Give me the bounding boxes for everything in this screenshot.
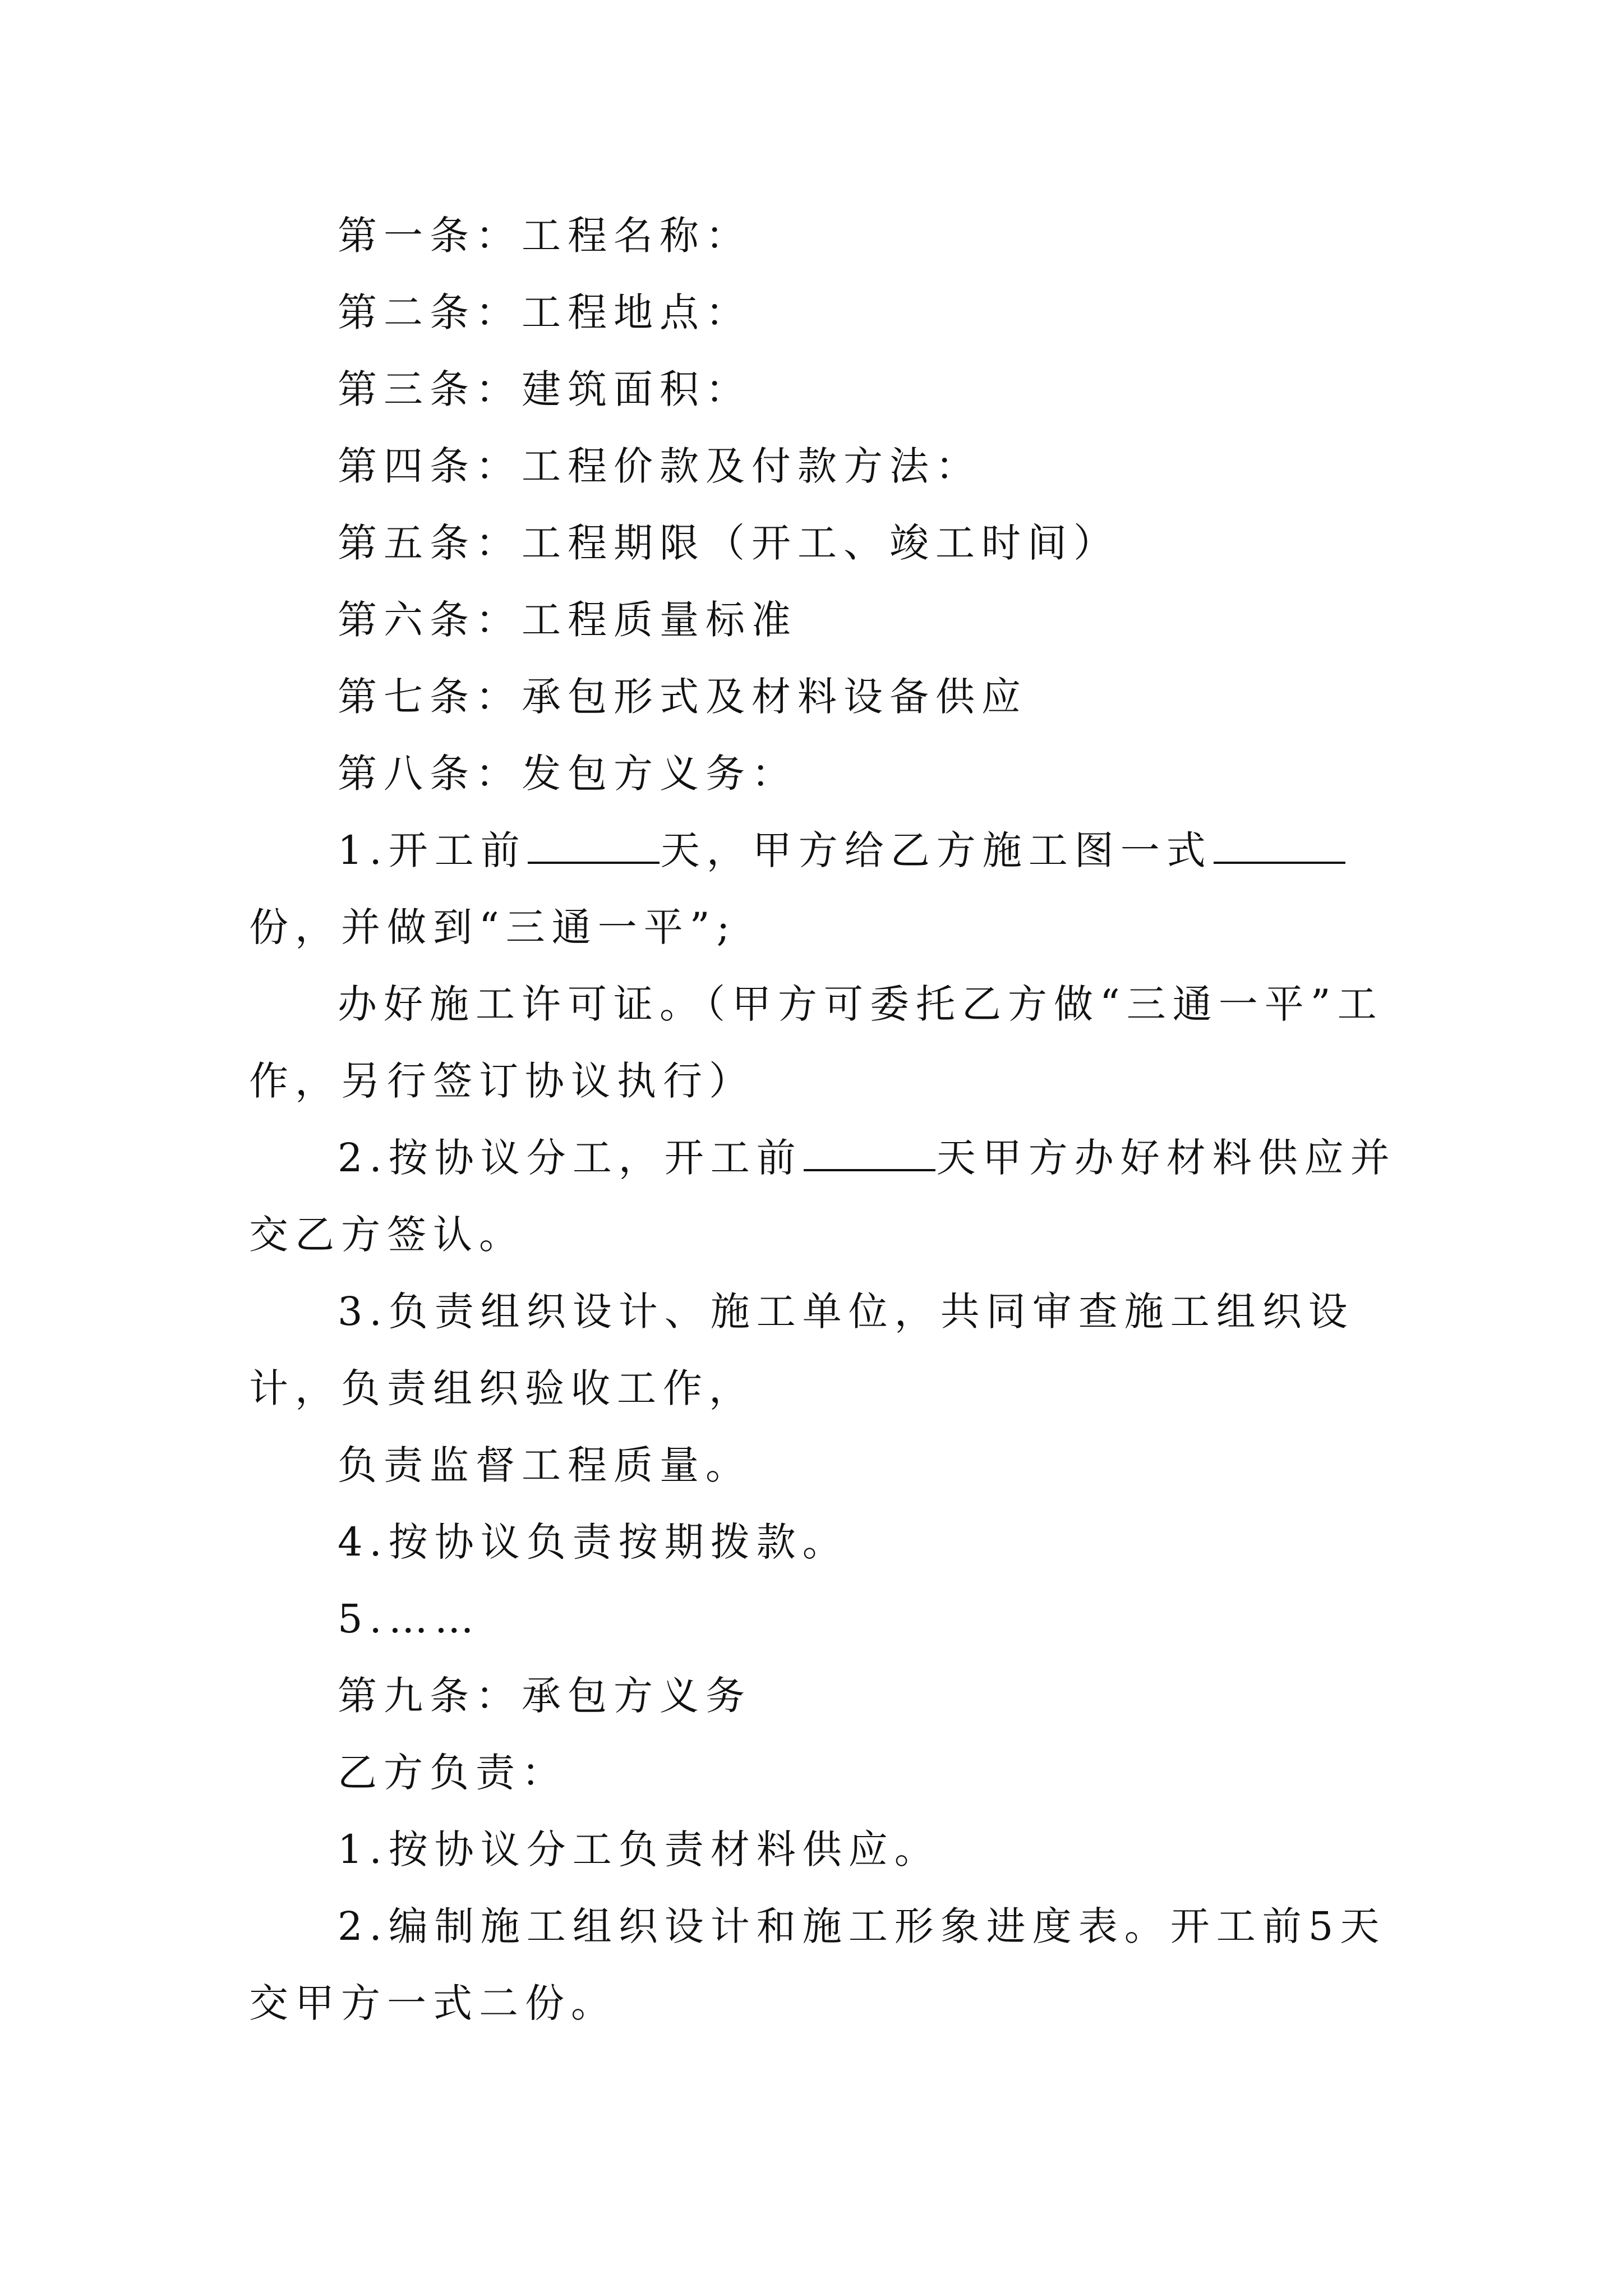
article-8-item-3: 3.负责组织设计、施工单位，共同审查施工组织设计，负责组织验收工作， [249,1289,1354,1411]
article-8-item-4: 4.按协议负责按期拨款。 [338,1519,849,1565]
article-1: 第一条：工程名称： [338,213,751,259]
item-1-text-c: 份，并做到“三通一平”; [249,904,737,950]
article-8-item-3-continued: 负责监督工程质量。 [338,1442,751,1488]
document-body [249,197,1399,2042]
blank-days-field [528,828,660,864]
item-1-text-a: 1.开工前 [338,827,527,873]
article-5: 第五条：工程期限（开工、竣工时间） [338,520,1119,566]
article-2: 第二条：工程地点： [338,289,751,335]
article-8-item-1 [249,812,1399,966]
item-2-text-a: 2.按协议分工，开工前 [338,1135,803,1181]
article-4: 第四条：工程价款及付款方法： [338,443,981,489]
article-6: 第六条：工程质量标准 [338,597,797,643]
article-8-item-5: 5.…… [338,1596,481,1642]
article-3: 第三条：建筑面积： [338,366,751,412]
article-8-item-2 [249,1120,1399,1273]
article-9-item-1: 1.按协议分工负责材料供应。 [338,1826,940,1872]
article-9-subheading: 乙方负责： [338,1750,568,1796]
article-7: 第七条：承包形式及材料设备供应 [338,674,1027,720]
item-1-text-b: 天，甲方给乙方施工图一式 [660,827,1212,873]
article-9-item-2: 2.编制施工组织设计和施工形象进度表。开工前5天交甲方一式二份。 [249,1903,1386,2026]
article-9: 第九条：承包方义务 [338,1673,751,1719]
blank-days-field-2 [804,1135,935,1171]
article-8: 第八条：发包方义务： [338,751,797,797]
item-2-text-b: 天甲方办好材料供应并交乙方签认。 [249,1135,1396,1258]
blank-copies-field [1214,828,1345,864]
article-8-item-1-continued: 办好施工许可证。（甲方可委托乙方做“三通一平”工作，另行签订协议执行） [249,981,1384,1104]
